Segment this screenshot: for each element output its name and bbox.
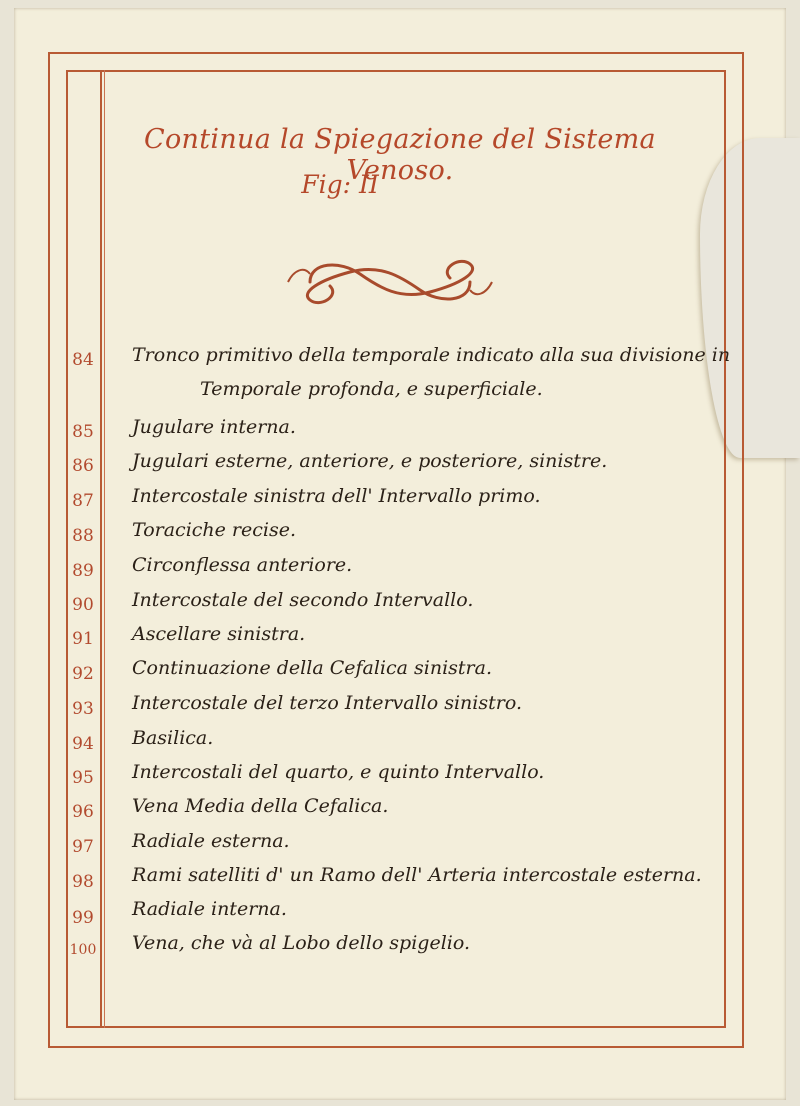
entry-number: 93	[72, 699, 94, 719]
entry-number: 86	[72, 456, 94, 476]
entry-number: 98	[72, 872, 94, 892]
entry-text: Intercostale del secondo Intervallo.	[132, 589, 474, 611]
entry-text: Circonflessa anteriore.	[132, 554, 353, 576]
figure-label: Fig: II	[301, 170, 379, 199]
entry-number: 94	[72, 734, 94, 754]
entry-text: Vena Media della Cefalica.	[132, 795, 389, 817]
entry-text: Jugulare interna.	[132, 416, 296, 438]
entry-text: Continuazione della Cefalica sinistra.	[132, 657, 492, 679]
entry-number: 91	[72, 629, 94, 649]
flourish-ornament	[280, 252, 500, 312]
entry-number: 89	[72, 561, 94, 581]
entry-number: 97	[72, 837, 94, 857]
entry-number: 85	[72, 422, 94, 442]
margin-rule	[100, 70, 102, 1028]
entry-number: 87	[72, 491, 94, 511]
entry-number: 92	[72, 664, 94, 684]
entry-text: Vena, che và al Lobo dello spigelio.	[132, 932, 471, 954]
entry-text: Rami satelliti d' un Ramo dell' Arteria intercostale esterna.	[132, 864, 702, 886]
entry-number: 100	[69, 942, 97, 958]
page-title: Continua la Spiegazione del Sistema Venoso.	[144, 124, 656, 186]
entry-text: Jugulari esterne, anteriore, e posteriore, sinistre.	[132, 450, 608, 472]
entry-text: Tronco primitivo della temporale indicato alla sua divisione in	[132, 344, 731, 366]
entry-text: Intercostale sinistra dell' Intervallo primo.	[132, 485, 541, 507]
entry-text: Intercostale del terzo Intervallo sinistro.	[132, 692, 522, 714]
entry-number: 99	[72, 908, 94, 928]
entry-number: 88	[72, 526, 94, 546]
margin-rule-secondary	[104, 70, 105, 1028]
entry-text: Basilica.	[132, 727, 214, 749]
entry-number: 84	[72, 350, 94, 370]
entry-text: Toraciche recise.	[132, 519, 297, 541]
entry-text: Ascellare sinistra.	[132, 623, 306, 645]
entry-number: 95	[72, 768, 94, 788]
entry-number: 90	[72, 595, 94, 615]
entry-number: 96	[72, 802, 94, 822]
entry-text: Radiale esterna.	[132, 830, 290, 852]
entry-text: Radiale interna.	[132, 898, 287, 920]
entry-continuation: Temporale profonda, e superficiale.	[200, 378, 543, 400]
entry-text: Intercostali del quarto, e quinto Intervallo.	[132, 761, 545, 783]
